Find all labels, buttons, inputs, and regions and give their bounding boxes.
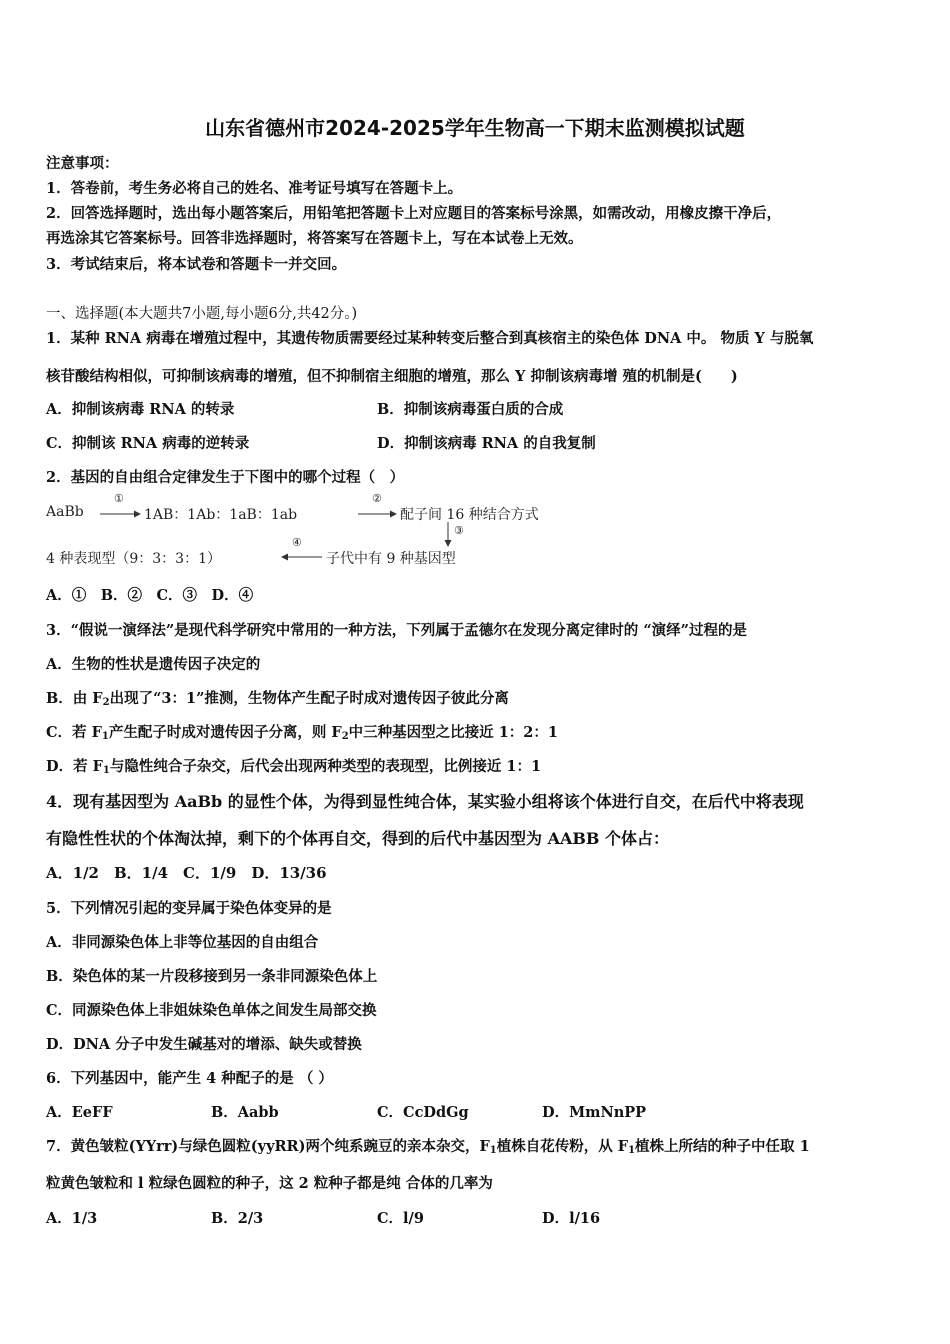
page-title: 山东省德州市2024-2025学年生物高一下期末监测模拟试题 [205,116,745,140]
q3-option-a: A．生物的性状是遗传因子决定的 [46,656,261,673]
q6-option-c: C．CcDdGg [377,1104,469,1121]
diagram-genotypes: 子代中有 9 种基因型 [326,551,456,567]
diagram-parent-genotype: AaBb [46,504,84,520]
q3-option-b: B．由 $F_2$出现了“3：1”推测，生物体产生配子时成对遗传因子彼此分离 [46,690,509,708]
q6-option-a: A．EeFF [46,1104,113,1121]
q1-stem-line1: 1．某种 RNA 病毒在增殖过程中，其遗传物质需要经过某种转变后整合到真核宿主的染色体 DNA 中。 物质 Y 与脱氧 [46,330,814,347]
diagram-step2-label: ② [372,492,382,505]
q7-option-c: C．l/9 [377,1210,424,1227]
section-heading: 一、选择题(本大题共7小题,每小题6分,共42分。) [46,306,358,322]
q2-options: A．① B．② C．③ D．④ [46,587,254,604]
q7-option-a: A．1/3 [46,1210,98,1227]
q1-stem-line2: 核苷酸结构相似，可抑制该病毒的增殖，但不抑制宿主细胞的增殖，那么 Y 抑制该病毒增 殖的机制是( ) [46,368,738,385]
diagram-combination: 配子间 16 种结合方式 [400,507,539,523]
q4-stem-line2: 有隐性性状的个体淘汰掉，剩下的个体再自交，得到的后代中基因型为 AABB 个体占： [46,829,670,848]
notice-item-1: 1．答卷前，考生务必将自己的姓名、准考证号填写在答题卡上。 [46,180,463,197]
q6-option-d: D．MmNnPP [542,1104,647,1121]
q2-stem: 2．基因的自由组合定律发生于下图中的哪个过程（ ） [46,469,405,486]
q5-option-a: A．非同源染色体上非等位基因的自由组合 [46,934,319,951]
q5-stem: 5．下列情况引起的变异属于染色体变异的是 [46,900,332,917]
q1-option-c: C．抑制该 RNA 病毒的逆转录 [46,435,250,452]
notice-item-2: 2．回答选择题时，选出每小题答案后，用铅笔把答题卡上对应题目的答案标号涂黑，如需改动，用橡皮擦干净后， [46,205,782,222]
diagram-step4-label: ④ [292,536,302,549]
q7-option-d: D．l/16 [542,1210,601,1227]
diagram-step1-label: ① [114,492,124,505]
q7-option-b: B．2/3 [211,1210,264,1227]
q3-stem: 3．“假说一演绎法”是现代科学研究中常用的一种方法，下列属于孟德尔在发现分离定律时的 “演绎”过程的是 [46,622,747,639]
q1-option-d: D．抑制该病毒 RNA 的自我复制 [377,435,596,452]
q1-option-b: B．抑制该病毒蛋白质的合成 [377,401,564,418]
notice-item-3: 3．考试结束后，将本试卷和答题卡一并交回。 [46,256,347,273]
q7-stem-line1: 7．黄色皱粒(YYrr)与绿色圆粒(yyRR)两个纯系豌豆的亲本杂交，$F_1$植株自花传粉，从 $F_1$植株上所结的种子中任取 1 [46,1138,810,1156]
q3-option-c: C．若 $F_1$产生配子时成对遗传因子分离，则 $F_2$中三种基因型之比接近 1：2：1 [46,724,558,742]
gene-process-diagram [44,492,624,570]
q6-option-b: B．Aabb [211,1104,279,1121]
notice-heading: 注意事项： [46,155,119,172]
diagram-phenotypes: 4 种表现型（9：3：3：1） [46,551,221,567]
q5-option-d: D．DNA 分子中发生碱基对的增添、缺失或替换 [46,1036,362,1053]
q5-option-c: C．同源染色体上非姐妹染色单体之间发生局部交换 [46,1002,377,1019]
q1-option-a: A．抑制该病毒 RNA 的转录 [46,401,235,418]
q5-option-b: B．染色体的某一片段移接到另一条非同源染色体上 [46,968,378,985]
q6-stem: 6．下列基因中，能产生 4 种配子的是 （ ） [46,1070,333,1087]
diagram-gametes: 1AB：1Ab：1aB：1ab [144,507,298,523]
q3-option-d: D．若 $F_1$与隐性纯合子杂交，后代会出现两种类型的表现型，比例接近 1：1 [46,758,542,776]
q4-stem-line1: 4．现有基因型为 AaBb 的显性个体，为得到显性纯合体，某实验小组将该个体进行自交，在后代中将表现 [46,792,804,811]
diagram-step3-label: ③ [454,524,464,537]
notice-item-2-cont: 再选涂其它答案标号。回答非选择题时，将答案写在答题卡上，写在本试卷上无效。 [46,230,583,247]
q7-stem-line2: 粒黄色皱粒和 l 粒绿色圆粒的种子，这 2 粒种子都是纯 合体的几率为 [46,1175,493,1192]
q4-options: A．1/2 B．1/4 C．1/9 D．13/36 [46,864,327,882]
